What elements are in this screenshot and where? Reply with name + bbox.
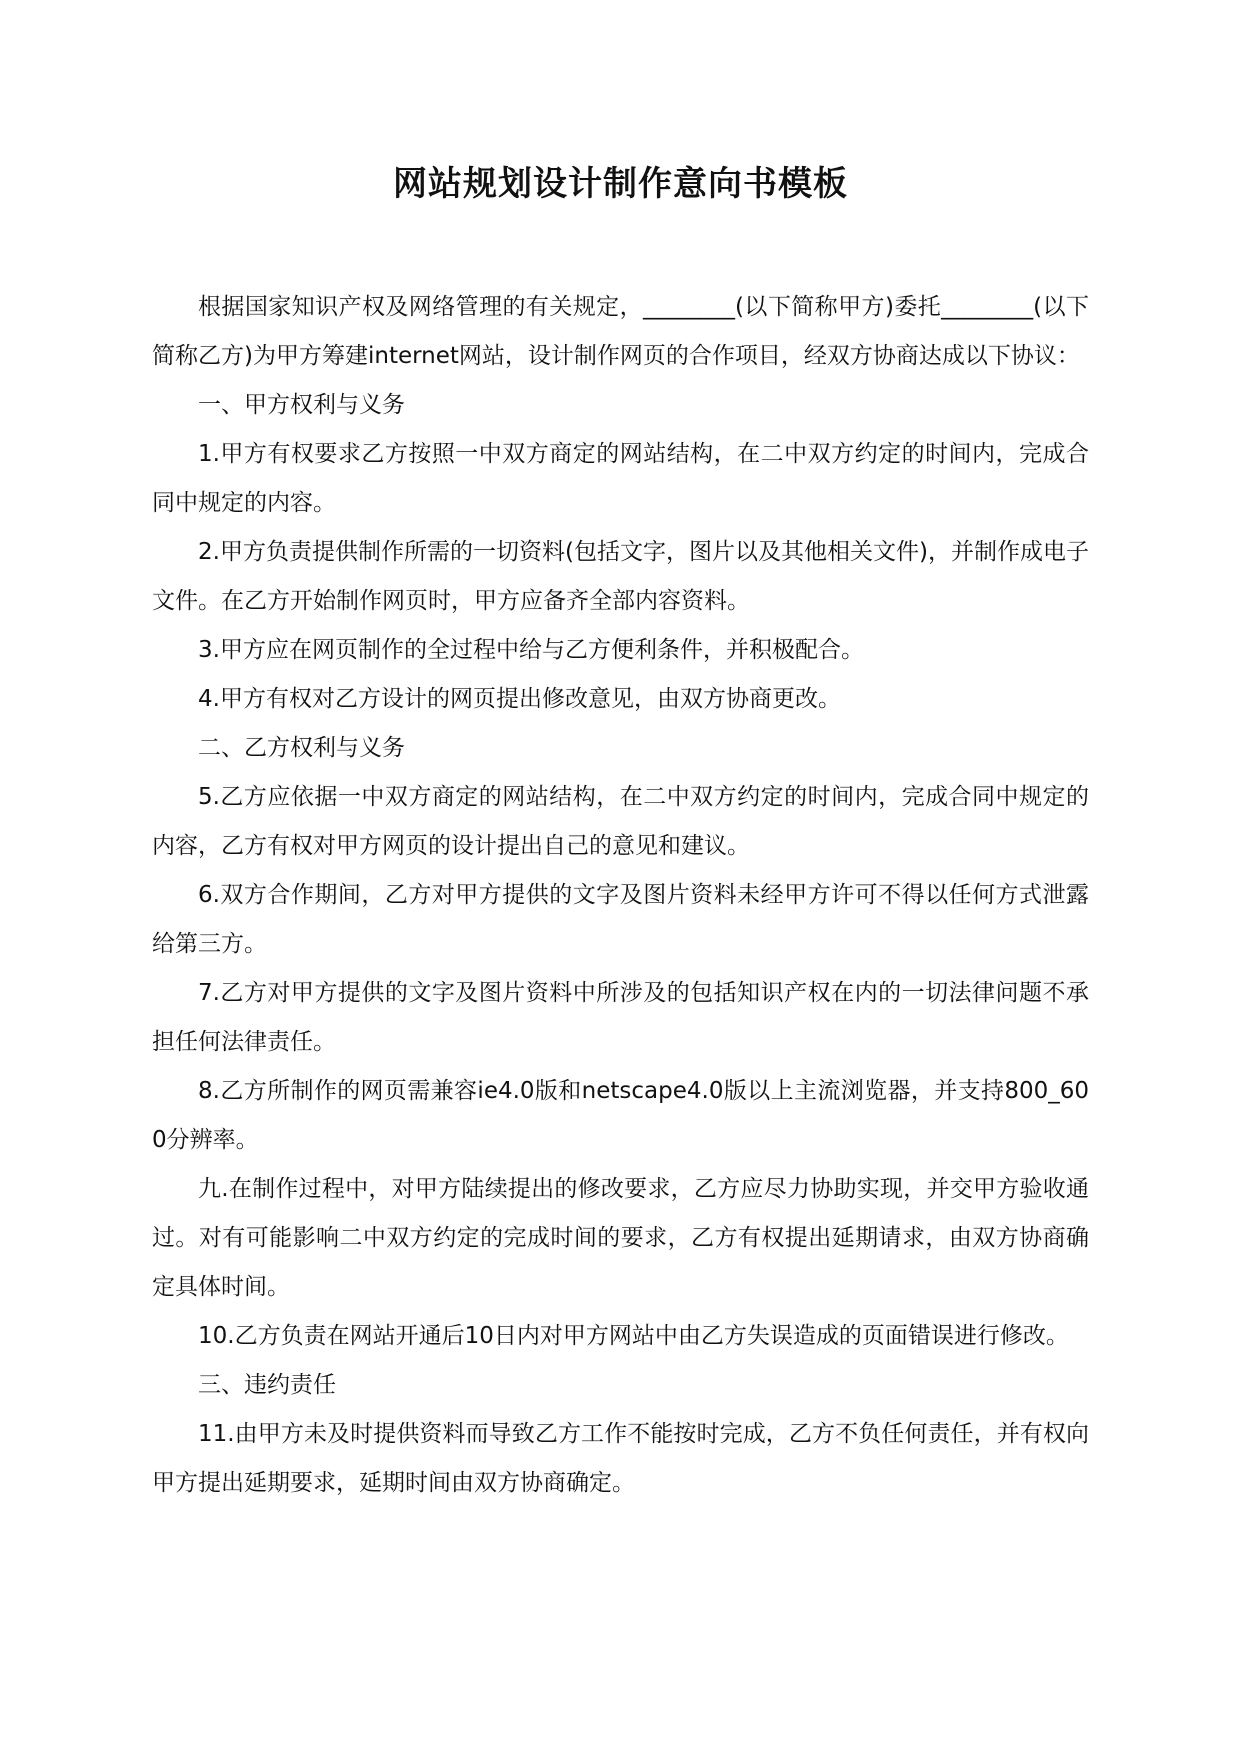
clause-10: 10.乙方负责在网站开通后10日内对甲方网站中由乙方失误造成的页面错误进行修改。 (198, 1323, 1069, 1349)
clause-1: 1.甲方有权要求乙方按照一中双方商定的网站结构，在二中双方约定的时间内，完成合同中规定的内容。 (152, 441, 1089, 516)
clause-8: 8.乙方所制作的网页需兼容ie4.0版和netscape4.0版以上主流浏览器，并支持800_600分辨率。 (152, 1078, 1089, 1153)
section-heading-party-b: 二、乙方权利与义务 (198, 735, 405, 761)
clause-2: 2.甲方负责提供制作所需的一切资料(包括文字，图片以及其他相关文件)，并制作成电子文件。在乙方开始制作网页时，甲方应备齐全部内容资料。 (152, 539, 1089, 614)
section-heading-liability: 三、违约责任 (198, 1372, 336, 1398)
clause-4: 4.甲方有权对乙方设计的网页提出修改意见，由双方协商更改。 (198, 686, 841, 712)
clause-11: 11.由甲方未及时提供资料而导致乙方工作不能按时完成，乙方不负任何责任，并有权向甲方提出延期要求，延期时间由双方协商确定。 (152, 1421, 1089, 1496)
document-body (152, 283, 1089, 1508)
clause-7: 7.乙方对甲方提供的文字及图片资料中所涉及的包括知识产权在内的一切法律问题不承担任何法律责任。 (152, 980, 1089, 1055)
clause-9: 九.在制作过程中，对甲方陆续提出的修改要求，乙方应尽力协助实现，并交甲方验收通过。对有可能影响二中双方约定的完成时间的要求，乙方有权提出延期请求，由双方协商确定具体时间。 (152, 1176, 1089, 1300)
document-title: 网站规划设计制作意向书模板 (393, 164, 848, 204)
clause-3: 3.甲方应在网页制作的全过程中给与乙方便利条件，并积极配合。 (198, 637, 864, 663)
clause-5: 5.乙方应依据一中双方商定的网站结构，在二中双方约定的时间内，完成合同中规定的内容，乙方有权对甲方网页的设计提出自己的意见和建议。 (152, 784, 1089, 859)
intro-paragraph: 根据国家知识产权及网络管理的有关规定，________(以下简称甲方)委托________(以下简称乙方)为甲方筹建internet网站，设计制作网页的合作项目，经双方协商达成以下协议： (152, 294, 1089, 369)
clause-6: 6.双方合作期间，乙方对甲方提供的文字及图片资料未经甲方许可不得以任何方式泄露给第三方。 (152, 882, 1089, 957)
section-heading-party-a: 一、甲方权利与义务 (198, 392, 405, 418)
